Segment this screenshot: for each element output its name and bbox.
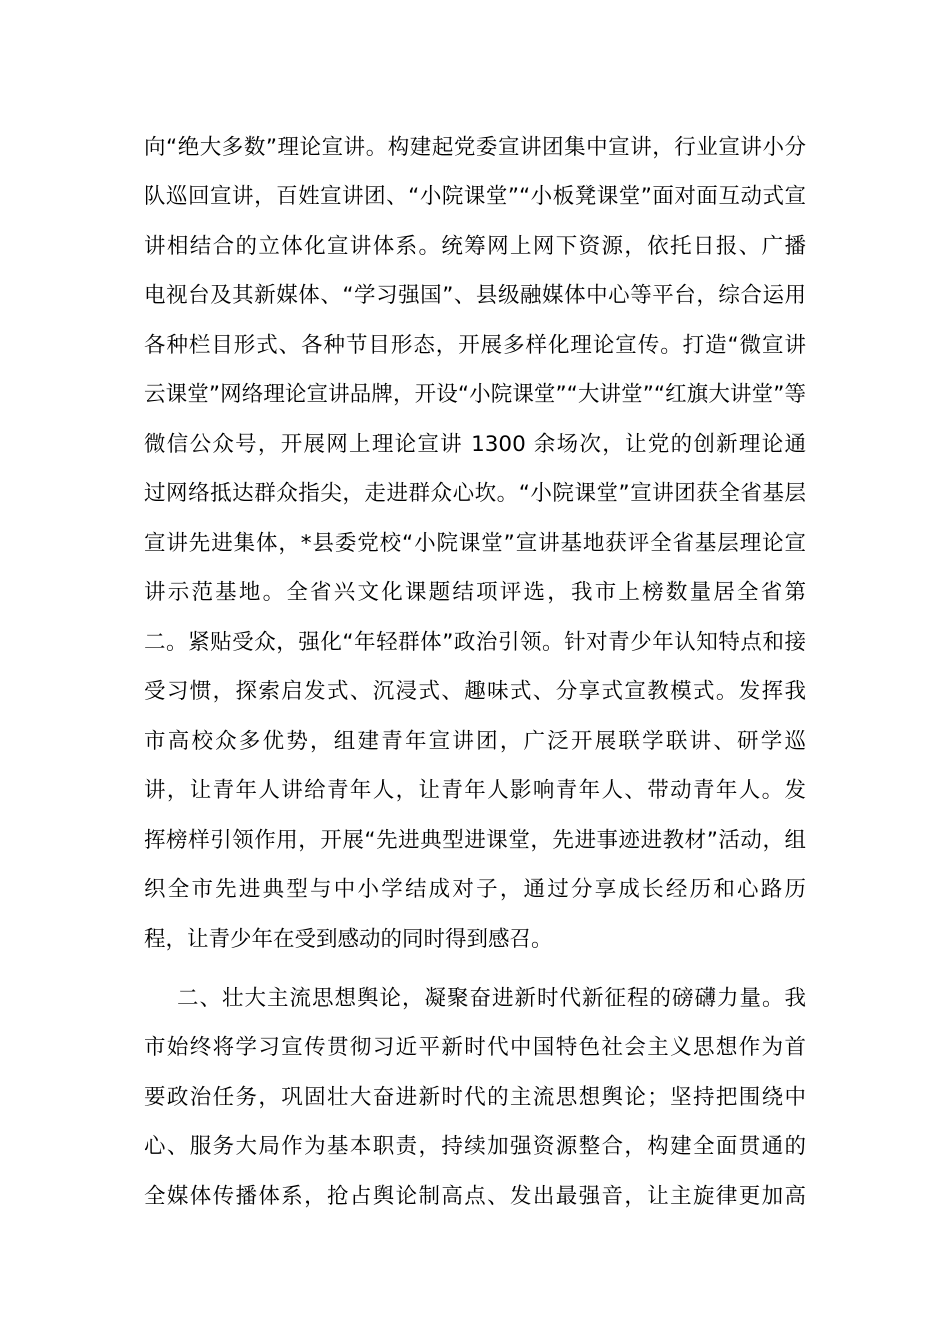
text-line: 向“绝大多数”理论宣讲。构建起党委宣讲团集中宣讲，行业宣讲小分 — [144, 135, 806, 160]
text-line: 队巡回宣讲，百姓宣讲团、“小院课堂”“小板凳课堂”面对面互动式宣 — [144, 184, 806, 209]
text-line: 程，让青少年在受到感动的同时得到感召。 — [144, 927, 553, 952]
text-line: 心、服务大局作为基本职责，持续加强资源整合，构建全面贯通的 — [144, 1134, 806, 1159]
text-line: 讲相结合的立体化宣讲体系。统筹网上网下资源，依托日报、广播 — [144, 234, 806, 259]
text-line: 宣讲先进集体，*县委党校“小院课堂”宣讲基地获评全省基层理论宣 — [144, 531, 806, 556]
text-line: 受习惯，探索启发式、沉浸式、趣味式、分享式宣教模式。发挥我 — [144, 679, 806, 704]
text-line: 二。紧贴受众，强化“年轻群体”政治引领。针对青少年认知特点和接 — [144, 630, 806, 655]
text-line: 市高校众多优势，组建青年宣讲团，广泛开展联学联讲、研学巡 — [144, 729, 806, 754]
text-line: 市始终将学习宣传贯彻习近平新时代中国特色社会主义思想作为首 — [144, 1035, 806, 1060]
text-line: 微信公众号，开展网上理论宣讲 1300 余场次，让党的创新理论通 — [144, 432, 806, 457]
text-line: 过网络抵达群众指尖，走进群众心坎。“小院课堂”宣讲团获全省基层 — [144, 481, 806, 506]
text-line: 要政治任务，巩固壮大奋进新时代的主流思想舆论；坚持把围绕中 — [144, 1085, 806, 1110]
section-heading-line: 二、壮大主流思想舆论，凝聚奋进新时代新征程的磅礴力量。我 — [177, 986, 806, 1011]
text-line: 电视台及其新媒体、“学习强国”、县级融媒体中心等平台，综合运用 — [144, 283, 806, 308]
text-line: 云课堂”网络理论宣讲品牌，开设“小院课堂”“大讲堂”“红旗大讲堂”等 — [144, 382, 806, 407]
text-line: 讲示范基地。全省兴文化课题结项评选，我市上榜数量居全省第 — [144, 580, 806, 605]
text-line: 讲，让青年人讲给青年人，让青年人影响青年人、带动青年人。发 — [144, 778, 806, 803]
text-line: 全媒体传播体系，抢占舆论制高点、发出最强音，让主旋律更加高 — [144, 1184, 806, 1209]
text-line: 织全市先进典型与中小学结成对子，通过分享成长经历和心路历 — [144, 877, 806, 902]
text-line: 挥榜样引领作用，开展“先进典型进课堂，先进事迹进教材”活动，组 — [144, 828, 806, 853]
text-line: 各种栏目形式、各种节目形态，开展多样化理论宣传。打造“微宣讲 — [144, 333, 806, 358]
